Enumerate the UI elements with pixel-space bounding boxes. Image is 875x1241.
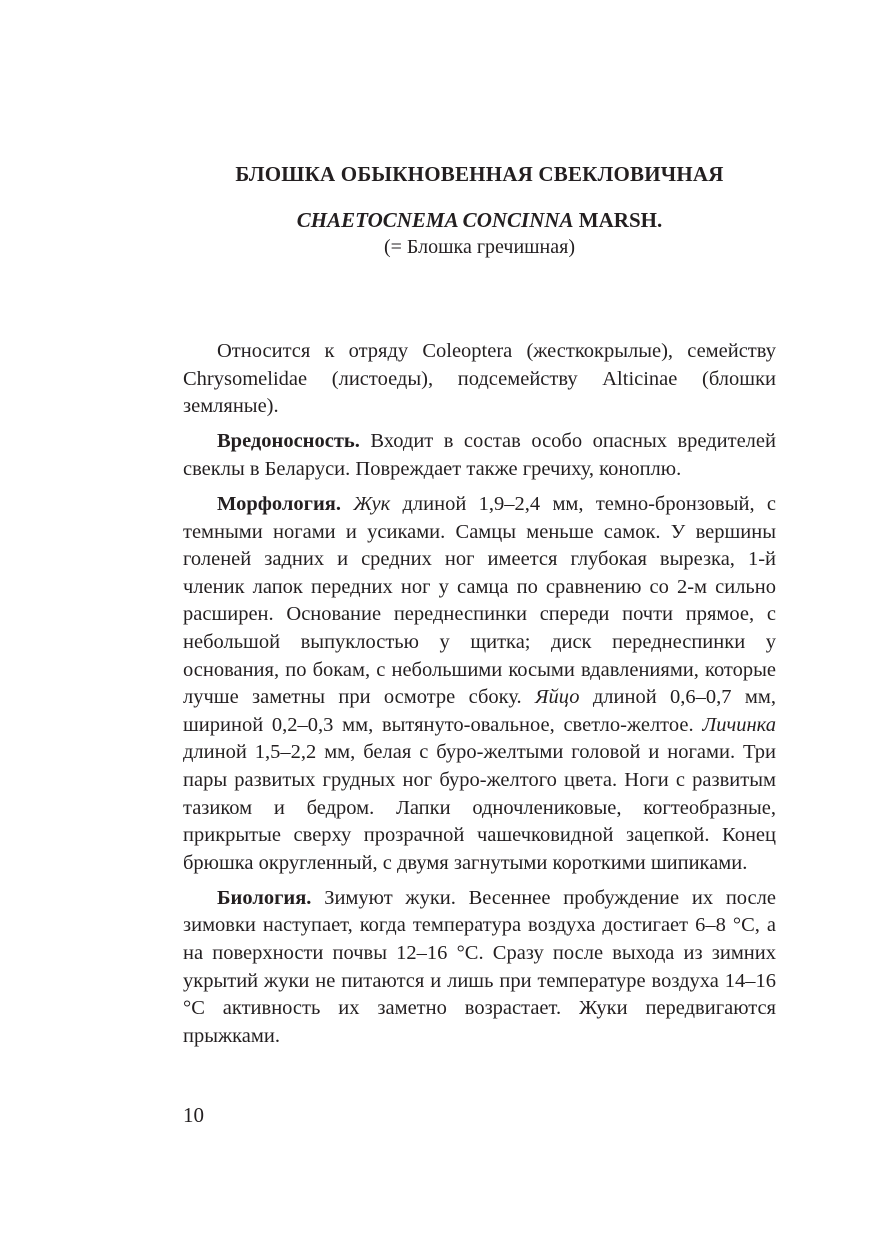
harm-lead: Вредоносность. [217, 430, 360, 453]
harm-text: Входит в состав особо опасных вредителей свеклы в Беларуси. Повреждает также гречиху, коноплю. [183, 430, 776, 480]
egg-term: Яйцо [535, 686, 580, 709]
beetle-term: Жук [353, 492, 391, 515]
morphology-lead: Морфология. [217, 492, 341, 515]
harm-paragraph [183, 428, 776, 483]
morphology-paragraph [183, 491, 776, 877]
body-text [183, 338, 776, 1058]
larva-term: Личинка [702, 713, 776, 736]
page-number: 10 [183, 1103, 204, 1127]
biology-lead: Биология. [217, 886, 312, 909]
egg-description: длиной 0,6–0,7 мм, шириной 0,2–0,3 мм, вытянуто-овальное, светло-желтое. [183, 686, 776, 736]
latin-genus-species: CHAETOCNEMA CONCINNA [296, 208, 574, 232]
synonym-subtitle: (= Блошка гречишная) [383, 236, 575, 258]
larva-description: длиной 1,5–2,2 мм, белая с буро-желтыми головой и ногами. Три пары развитых грудных ног буро-желтого цвета. Ноги с развитым тазиком и бедром. Лапки одночлениковые, когтеобразные, прикрытые сверху прозрачной чашечковидной зацепкой. Конец брюшка округленный, с двумя загнутыми короткими шипиками. [183, 741, 776, 874]
intro-paragraph: Относится к отряду Coleoptera (жесткокрылые), семейству Chrysomelidae (листоеды), подсемейству Alticinae (блошки земляные). [183, 340, 776, 418]
beetle-description: длиной 1,9–2,4 мм, темно-бронзовый, с темными ногами и усиками. Самцы меньше самок. У вершины голеней задних и средних ног имеется глубокая вырезка, 1-й членик лапок передних ног у самца по сравнению со 2-м сильно расширен. Основание переднеспинки спереди почти прямое, с небольшой выпуклостью у щитка; диск переднеспинки у основания, по бокам, с небольшими косыми вдавлениями, которые лучше заметны при осмотре сбоку. [183, 492, 777, 709]
latin-author: MARSH. [578, 208, 663, 232]
page-title: БЛОШКА ОБЫКНОВЕННАЯ СВЕКЛОВИЧНАЯ [235, 162, 724, 186]
biology-paragraph [183, 885, 776, 1051]
biology-text: Зимуют жуки. Весеннее пробуждение их после зимовки наступает, когда температура воздуха достигает 6–8 °С, а на поверхности почвы 12–16 °С. Сразу после выхода из зимних укрытий жуки не питаются и лишь при температуре воздуха 14–16 °С активность их заметно возрастает. Жуки передвигаются прыжками. [183, 886, 776, 1047]
latin-name [183, 206, 776, 234]
